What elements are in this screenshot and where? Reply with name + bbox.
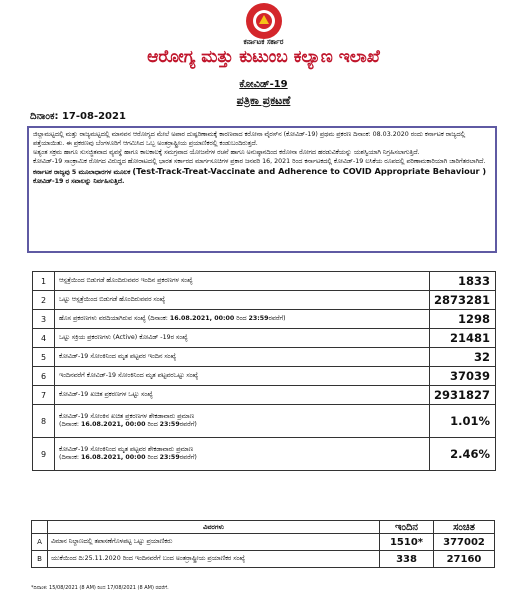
row-value: 21481 [429, 329, 495, 348]
row-value: 2.46% [429, 438, 495, 471]
row-label [55, 405, 430, 438]
table-row [33, 272, 496, 291]
row-label-mid: ರಿಂದ [145, 454, 160, 461]
intro-paragraph: ಜಿಲ್ಲಾಮಟ್ಟದಲ್ಲಿ ಮತ್ತು ರಾಜ್ಯಮಟ್ಟದಲ್ಲಿ ಮಾನವನ ಆರೋಗ್ಯದ ಮೇಲೆ ಅಪಾರ ದುಷ್ಪರಿಣಾಮಕ್ಕೆ ಕಾರಣವಾದ ಕರೋನಾ ವೈರಸ್‌ನ (ಕೋವಿಡ್-19) ಪ್ರಥಮ ಪ್ರಕರಣ ದಿನಾಂಕ: 08.03.2020 ರಂದು ಕರ್ನಾಟಕ ರಾಜ್ಯದಲ್ಲಿ ಪತ್ತೆಯಾಯಿತು. ಈ ಪ್ರಕರಣವು ಬೆಂಗಳೂರಿಗೆ ಆಗಮಿಸಿದ ಒಬ್ಬ ಅಂತರ್ರಾಷ್ಟ್ರೀಯ ಪ್ರಯಾಣಿಕರಲ್ಲಿ ಕಂಡುಬಂದಿರುತ್ತದೆ. [33, 131, 466, 147]
row-value: 1298 [429, 310, 495, 329]
table-row [33, 405, 496, 438]
row-label-mid: ರಿಂದ [234, 315, 249, 322]
row-label: ಒಟ್ಟು ಆಸ್ಪತ್ರೆಯಿಂದ ಬಿಡುಗಡೆ ಹೊಂದಿರುವವರ ಸಂಖ್ಯೆ [55, 291, 430, 310]
table-row [33, 291, 496, 310]
row-label: ಕೋವಿಡ್-19 ಖಚಿತ ಪ್ರಕರಣಗಳ ಒಟ್ಟು ಸಂಖ್ಯೆ [55, 386, 430, 405]
table-row [33, 438, 496, 471]
table-row [33, 329, 496, 348]
table-header-row [32, 521, 495, 534]
row-label: ವಿಮಾನ ನಿಲ್ದಾಣದಲ್ಲಿ ತಪಾಸಣೆಗೊಳಪಟ್ಟ ಒಟ್ಟು ಪ್ರಯಾಣಿಕರು [48, 534, 380, 551]
intro-tail: ಕೋವಿಡ್-19 ರ ಸವಾಲನ್ನು ನಿರ್ವಹಿಸುತ್ತಿದೆ. [33, 178, 125, 186]
row-value: 1.01% [429, 405, 495, 438]
row-label-text: ಕೋವಿಡ್-19 ಸೋಂಕಿನ ಖಚಿತ ಪ್ರಕರಣಗಳ ಶೇಕಡಾವಾರು ಪ್ರಮಾಣ [59, 413, 195, 420]
row-label-text: ಹೊಸ ಪ್ರಕರಣಗಳು ವರದಿಯಾಗಿರುವ ಸಂಖ್ಯೆ (ದಿನಾಂಕ: [59, 315, 170, 322]
row-label: ಯುಕೆಯಿಂದ ದಿ:25.11.2020 ರಿಂದ ಇಂದಿನವರೆಗೆ ಬಂದ ಅಂತರ್ರಾಷ್ಟ್ರೀಯ ಪ್ರಯಾಣಿಕರ ಸಂಖ್ಯೆ [48, 551, 380, 568]
row-today: 1510* [380, 534, 434, 551]
header-cumulative: ಸಂಚಿತ [434, 521, 495, 534]
intro-paragraph: ಅತ್ಯಂತ ಸಕ್ರಮ ಹಾಗೂ ಸುಸಜ್ಜಿತವಾದ ವ್ಯವಸ್ಥೆ ಹಾಗೂ ಕಾಲಕಾಲಕ್ಕೆ ಸಮಗ್ರವಾದ ಯೋಜನೆಗಳ ರಚನೆ ಹಾಗೂ ಅನುಷ್ಠಾನದಿಂದ ಕರೋನಾ ರೋಗದ ಹರಡುವಿಕೆಯನ್ನು ಯಶಸ್ವಿಯಾಗಿ ನಿಗ್ರಹಿಸಲಾಗುತ್ತಿದೆ. [33, 148, 420, 156]
row-today: 338 [380, 551, 434, 568]
intro-lead: ಕರ್ನಾಟಕ ರಾಜ್ಯವು 5 ಮೂಲಾಧಾರಗಳ ಮೂಲಕ [33, 169, 131, 177]
row-label-text: ಕೋವಿಡ್-19 ಸೋಂಕಿನಿಂದ ಮೃತ ಪಟ್ಟವರ ಶೇಕಡಾವಾರು ಪ್ರಮಾಣ [59, 446, 194, 453]
intro-paragraph [33, 167, 491, 186]
footnote: *ದಿನಾಂಕ: 15/08/2021 (8 AM) ರಿಂದ 17/08/2021 (8 AM) ರವರೆಗೆ. [31, 585, 169, 591]
row-label-mid: ರಿಂದ [145, 421, 160, 428]
row-number: 5 [33, 348, 55, 367]
row-value: 37039 [429, 367, 495, 386]
row-date: 16.08.2021, 00:00 [169, 315, 235, 322]
row-number: 2 [33, 291, 55, 310]
subject-heading: ಕೋವಿಡ್-19 [239, 79, 288, 90]
row-number: 1 [33, 272, 55, 291]
row-sublabel [59, 454, 425, 462]
header-today: ಇಂದಿನ [380, 521, 434, 534]
department-title: ಆರೋಗ್ಯ ಮತ್ತು ಕುಟುಂಬ ಕಲ್ಯಾಣ ಇಲಾಖೆ [147, 47, 380, 67]
intro-box [27, 126, 497, 253]
release-date: ದಿನಾಂಕ: 17-08-2021 [30, 111, 126, 122]
row-date: 16.08.2021, 00:00 [81, 421, 146, 428]
row-id: B [32, 551, 48, 568]
intro-paragraph: ಕೋವಿಡ್-19 ಸಾಂಕ್ರಾಮಿಕ ರೋಗದ ವಿರುದ್ಧದ ಹೋರಾಟದಲ್ಲಿ ಭಾರತ ಸರ್ಕಾರದ ಮಾರ್ಗಸೂಚಿಗಳ ಪ್ರಕಾರ ಜನವರಿ 16, 2021 ರಿಂದ ಕರ್ನಾಟಕದಲ್ಲಿ ಕೋವಿಡ್-19 ಲಸಿಕೆಯ ರೂಪದಲ್ಲಿ ಪರಿಣಾಮಕಾರಿಯಾಗಿ ಜಾರಿಗೆತರಲಾಗಿದೆ. [33, 158, 486, 166]
karnataka-emblem-icon [245, 2, 283, 40]
row-time: 23:59 [159, 454, 180, 461]
row-number: 8 [33, 405, 55, 438]
intro-pillars: (Test-Track-Treat-Vaccinate and Adherence to COVID Appropriate Behaviour ) [132, 166, 487, 177]
row-label: ಒಟ್ಟು ಸಕ್ರಿಯ ಪ್ರಕರಣಗಳು (Active) ಕೋವಿಡ್ -19ರ ಸಂಖ್ಯೆ [55, 329, 430, 348]
table-row [33, 367, 496, 386]
row-label: ಆಸ್ಪತ್ರೆಯಿಂದ ಬಿಡುಗಡೆ ಹೊಂದಿರುವವರ ಇಂದಿನ ಪ್ರಕರಣಗಳ ಸಂಖ್ಯೆ [55, 272, 430, 291]
row-label-tail: ರವರೆಗೆ) [268, 315, 286, 322]
row-number: 7 [33, 386, 55, 405]
row-time: 23:59 [159, 421, 180, 428]
travellers-table [31, 520, 495, 568]
row-label: ಇಂದಿನವರೆಗೆ ಕೋವಿಡ್-19 ಸೋಂಕಿನಿಂದ ಮೃತ ಪಟ್ಟವರಒಟ್ಟು ಸಂಖ್ಯೆ [55, 367, 430, 386]
row-id: A [32, 534, 48, 551]
row-label-tail: ರವರೆಗೆ) [179, 454, 197, 461]
row-number: 3 [33, 310, 55, 329]
row-value: 2873281 [429, 291, 495, 310]
government-label: ಕರ್ನಾಟಕ ಸರ್ಕಾರ [243, 38, 284, 46]
table-row [33, 386, 496, 405]
row-label [55, 310, 430, 329]
row-value: 2931827 [429, 386, 495, 405]
table-row [33, 310, 496, 329]
row-sub-pre: (ದಿನಾಂಕ: [59, 454, 81, 461]
row-total: 27160 [434, 551, 495, 568]
row-date: 16.08.2021, 00:00 [81, 454, 146, 461]
header-blank [32, 521, 48, 534]
row-label-tail: ರವರೆಗೆ) [179, 421, 197, 428]
table-row [33, 348, 496, 367]
table-row [32, 534, 495, 551]
header-details: ವಿವರಗಳು [48, 521, 380, 534]
row-value: 1833 [429, 272, 495, 291]
row-sublabel [59, 421, 425, 429]
row-total: 377002 [434, 534, 495, 551]
table-row [32, 551, 495, 568]
row-label: ಕೋವಿಡ್-19 ಸೋಂಕಿನಿಂದ ಮೃತ ಪಟ್ಟವರ ಇಂದಿನ ಸಂಖ್ಯೆ [55, 348, 430, 367]
press-release-heading: ಪತ್ರಿಕಾ ಪ್ರಕಟಣೆ [236, 94, 291, 107]
row-time: 23:59 [248, 315, 269, 322]
row-label [55, 438, 430, 471]
row-sub-pre: (ದಿನಾಂಕ: [59, 421, 81, 428]
row-value: 32 [429, 348, 495, 367]
row-number: 6 [33, 367, 55, 386]
row-number: 4 [33, 329, 55, 348]
row-number: 9 [33, 438, 55, 471]
statistics-table [32, 271, 496, 471]
